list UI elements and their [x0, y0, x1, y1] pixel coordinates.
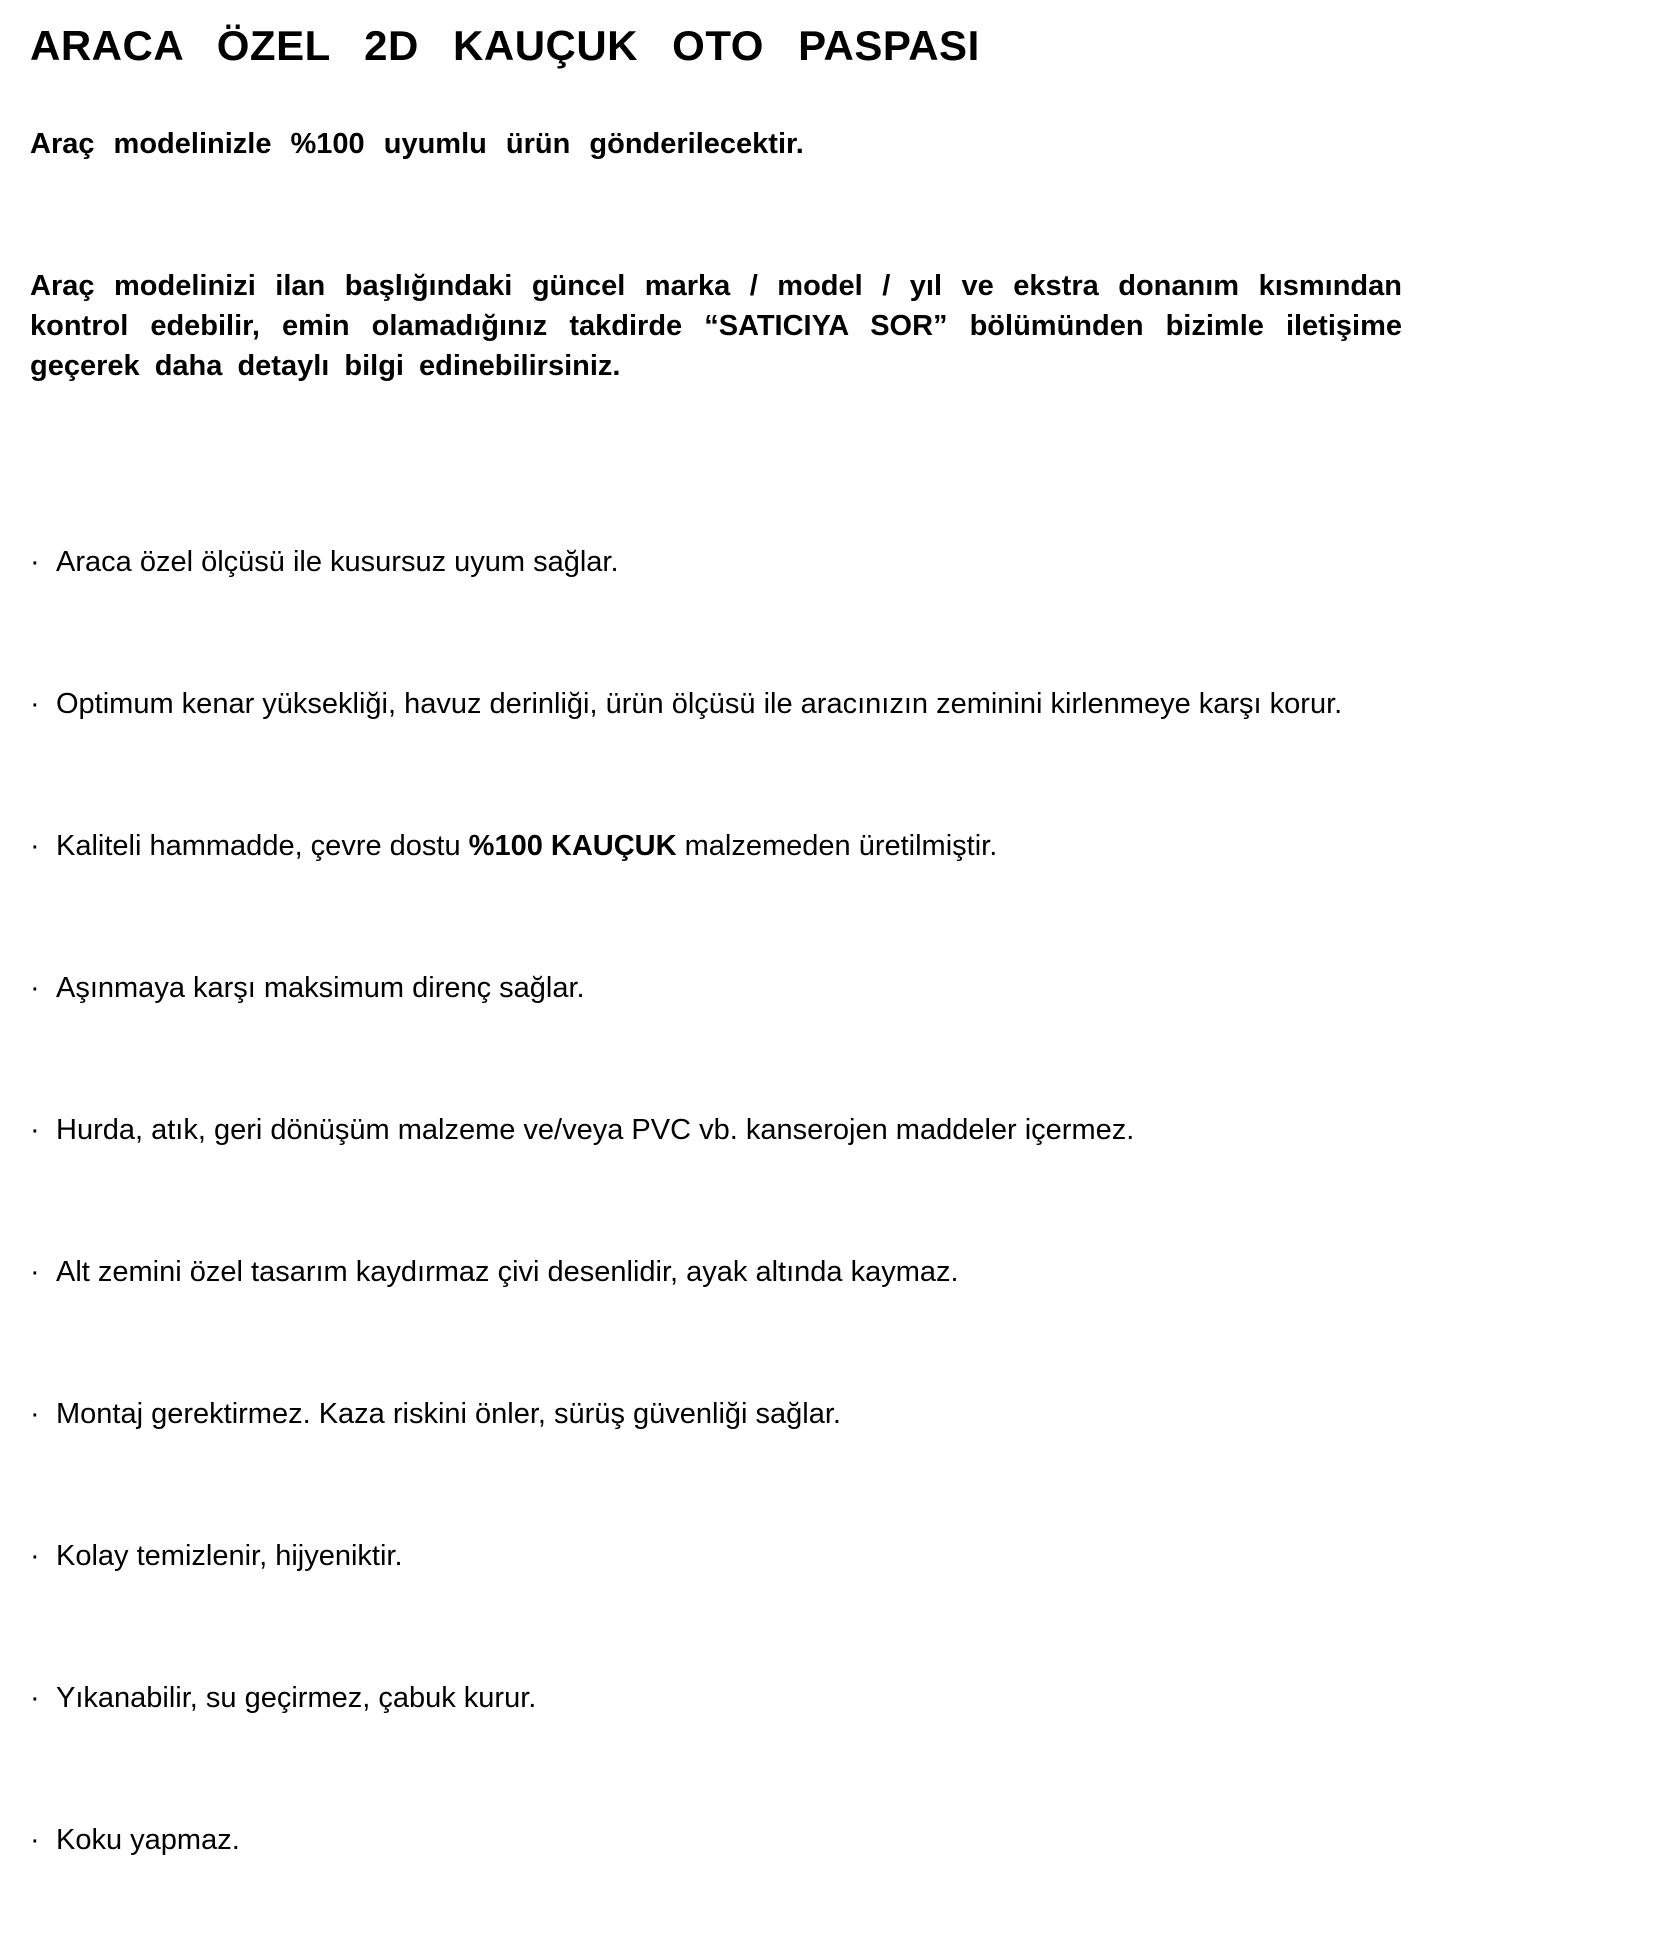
list-item-text: Koku yapmaz. [56, 1824, 240, 1856]
bullet-dot-icon: · [30, 1114, 40, 1146]
list-item [30, 1254, 1624, 1290]
list-item [30, 1538, 1624, 1574]
list-item [30, 970, 1624, 1006]
list-item [30, 1396, 1624, 1432]
page-title: ARACA ÖZEL 2D KAUÇUK OTO PASPASI [30, 22, 980, 69]
bullet-dot-icon: · [30, 1398, 40, 1430]
list-item-text: Optimum kenar yüksekliği, havuz derinliği, ürün ölçüsü ile aracınızın zeminini kirlenmeye karşı korur. [56, 688, 1343, 720]
list-item-text: Aşınmaya karşı maksimum direnç sağlar. [56, 972, 585, 1004]
list-item-text: Alt zemini özel tasarım kaydırmaz çivi desenlidir, ayak altında kaymaz. [56, 1256, 959, 1288]
list-item [30, 1680, 1624, 1716]
list-item-text: Yıkanabilir, su geçirmez, çabuk kurur. [56, 1682, 537, 1714]
intro-paragraph-model-check: Araç modelinizi ilan başlığındaki güncel marka / model / yıl ve ekstra donanım kısmından kontrol edebilir, emin olamadığınız takdirde “SATICIYA SOR” bölümünden bizimle iletişime geçerek daha detaylı bilgi edinebilirsiniz. [30, 270, 1402, 382]
list-item-text: Hurda, atık, geri dönüşüm malzeme ve/veya PVC vb. kanserojen maddeler içermez. [56, 1114, 1135, 1146]
list-item [30, 686, 1624, 722]
list-item [30, 1112, 1624, 1148]
intro-paragraph-compatibility: Araç modelinizle %100 uyumlu ürün gönderilecektir. [30, 128, 804, 160]
bullet-dot-icon: · [30, 1682, 40, 1714]
list-item-text: Kolay temizlenir, hijyeniktir. [56, 1540, 403, 1572]
list-item-text: Montaj gerektirmez. Kaza riskini önler, sürüş güvenliği sağlar. [56, 1398, 841, 1430]
bullet-dot-icon: · [30, 1256, 40, 1288]
bullet-dot-icon: · [30, 688, 40, 720]
bullet-dot-icon: · [30, 972, 40, 1004]
list-item-text: Araca özel ölçüsü ile kusursuz uyum sağlar. [56, 546, 619, 578]
list-item [30, 1822, 1624, 1858]
list-item [30, 828, 1624, 864]
feature-bullet-list [30, 544, 1624, 1858]
bullet-dot-icon: · [30, 830, 40, 862]
bullet-dot-icon: · [30, 546, 40, 578]
bullet-dot-icon: · [30, 1540, 40, 1572]
list-item [30, 544, 1624, 580]
list-item-text: Kaliteli hammadde, çevre dostu %100 KAUÇUK malzemeden üretilmiştir. [56, 830, 998, 862]
bullet-dot-icon: · [30, 1824, 40, 1856]
